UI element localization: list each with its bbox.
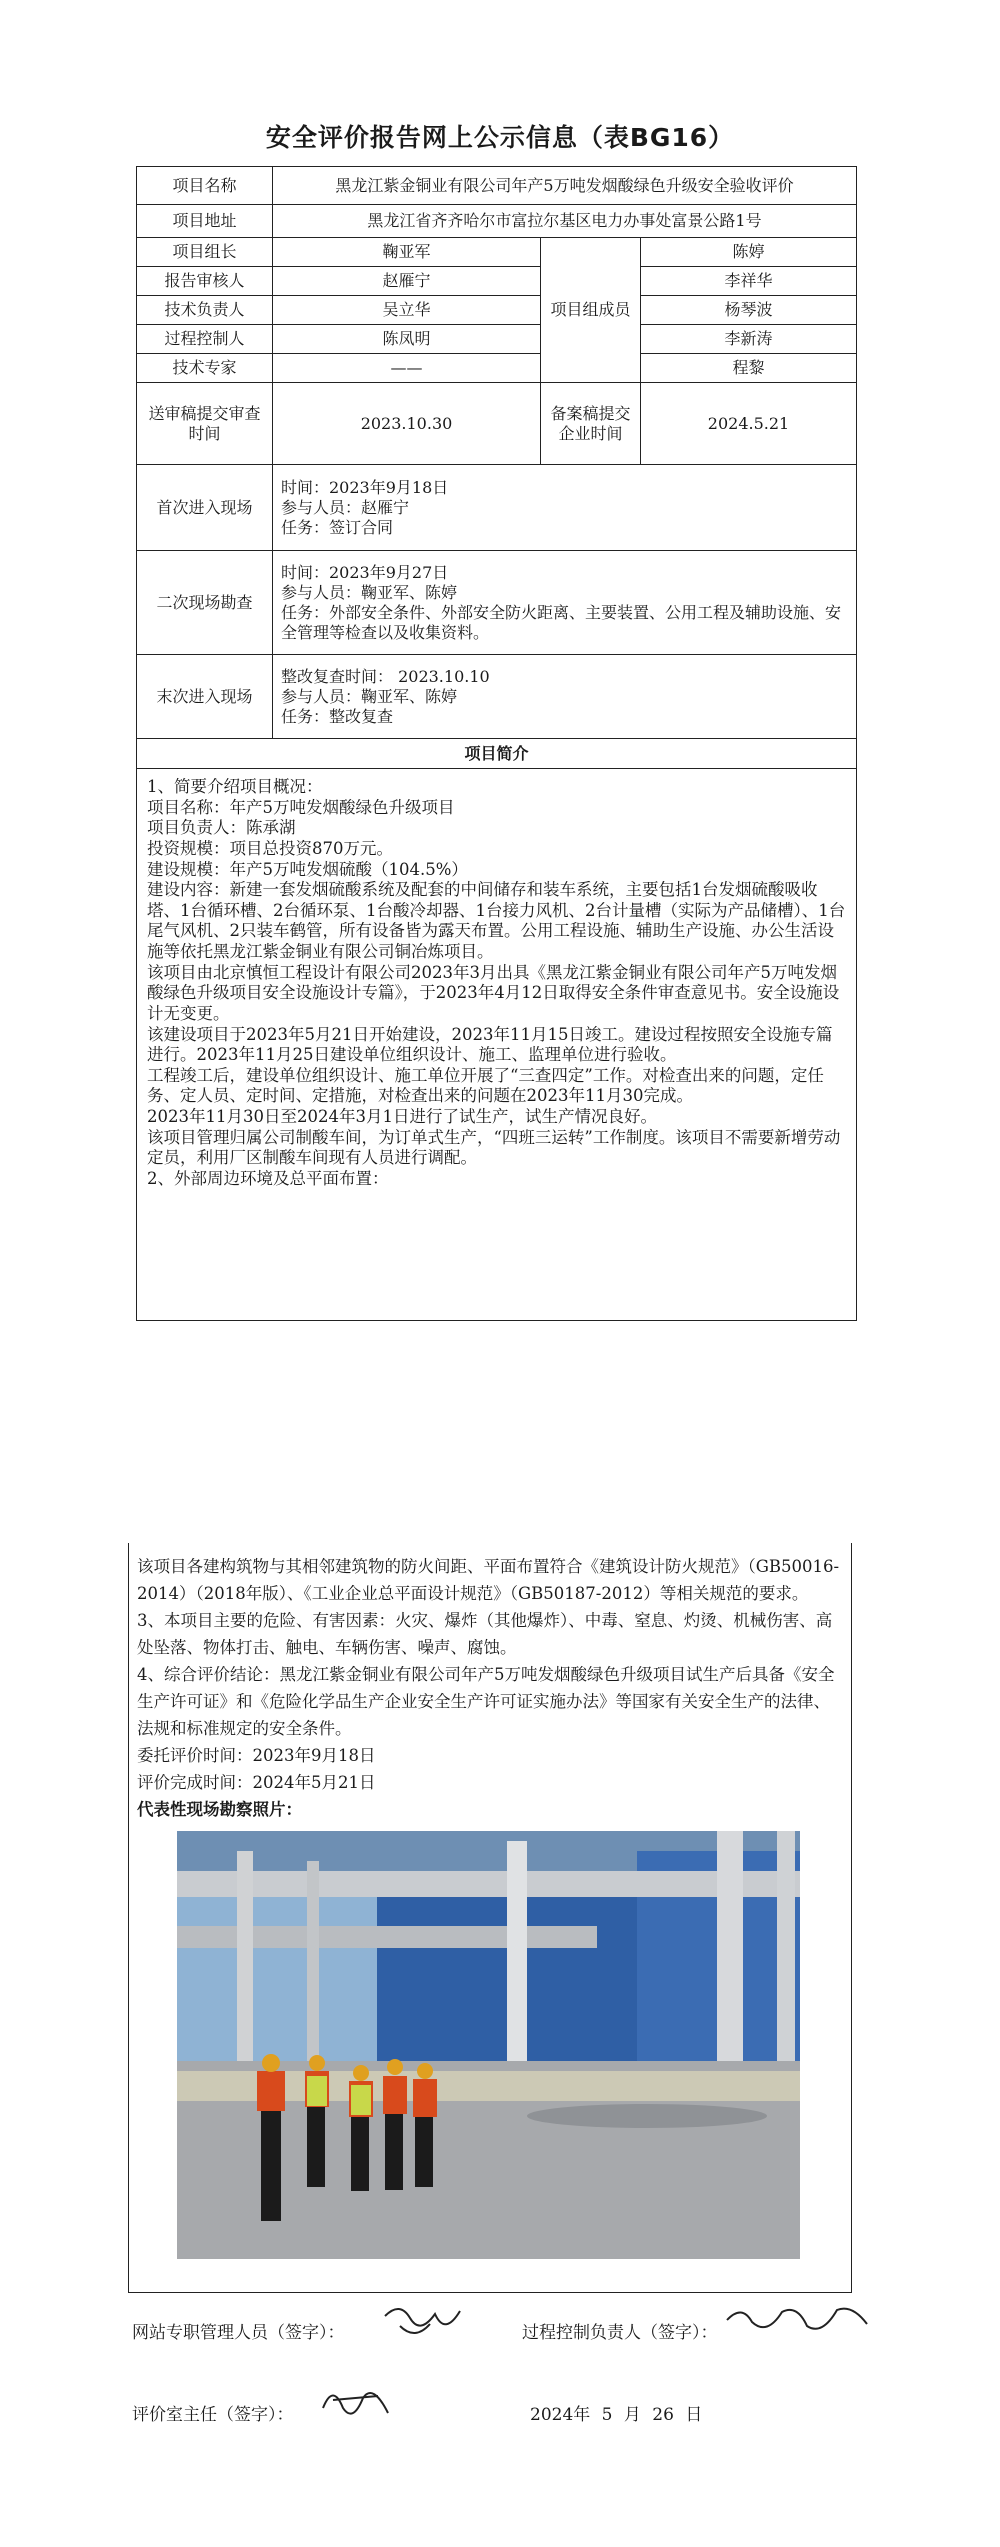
label-team-members: 项目组成员: [541, 238, 641, 383]
intro-line: 项目名称：年产5万吨发烟酸绿色升级项目: [147, 797, 455, 817]
member-2: 李祥华: [641, 267, 857, 296]
label-last-visit: 末次进入现场: [137, 655, 273, 739]
label-team-leader: 项目组长: [137, 238, 273, 267]
value-process-control: 陈凤明: [273, 325, 541, 354]
second-visit-task: 任务：外部安全条件、外部安全防火距离、主要装置、公用工程及辅助设施、安全管理等检查以及收集资料。: [281, 602, 842, 642]
member-3: 杨琴波: [641, 296, 857, 325]
label-tech-lead: 技术负责人: [137, 296, 273, 325]
photo-caption: 代表性现场勘察照片：: [137, 1800, 302, 1819]
page-title: 安全评价报告网上公示信息（表BG16）: [265, 123, 735, 152]
signature-date: 2024年 5 月 26 日: [530, 2405, 703, 2425]
second-visit-time: 时间：2023年9月27日: [281, 562, 449, 582]
member-4: 李新涛: [641, 325, 857, 354]
intro-line: 项目负责人：陈承湖: [147, 818, 296, 838]
member-5: 程黎: [641, 354, 857, 383]
last-visit-task: 任务：整改复查: [281, 706, 394, 726]
continuation-line: 3、本项目主要的危险、有害因素：火灾、爆炸（其他爆炸）、中毒、窒息、灼烫、机械伤害、高处坠落、物体打击、触电、车辆伤害、噪声、腐蚀。: [137, 1611, 833, 1657]
continuation-line: 4、综合评价结论：黑龙江紫金铜业有限公司年产5万吨发烟酸绿色升级项目试生产后具备《安全生产许可证》和《危险化学品生产企业安全生产许可证实施办法》等国家有关安全生产的法律、法规和标准规定的安全条件。: [137, 1665, 835, 1738]
info-table: [136, 166, 857, 1321]
value-project-address: 黑龙江省齐齐哈尔市富拉尔基区电力办事处富景公路1号: [273, 205, 857, 238]
last-visit-details: [273, 655, 857, 739]
site-manager-signature: [380, 2296, 470, 2346]
intro-line: 该建设项目于2023年5月21日开始建设，2023年11月15日竣工。建设过程按照安全设施专篇进行。2023年11月25日建设单位组织设计、施工、监理单位进行验收。: [147, 1024, 833, 1065]
site-manager-signature-label: 网站专职管理人员（签字）：: [132, 2323, 345, 2343]
intro-section: [137, 769, 857, 1321]
last-visit-people: 参与人员：鞠亚军、陈婷: [281, 686, 458, 706]
intro-line: 该项目管理归属公司制酸车间，为订单式生产，“四班三运转”工作制度。该项目不需要新增劳动定员，利用厂区制酸车间现有人员进行调配。: [147, 1127, 841, 1168]
label-project-name: 项目名称: [137, 167, 273, 205]
director-signature-label: 评价室主任（签字）：: [132, 2405, 294, 2425]
value-submit-time: 2023.10.30: [273, 383, 541, 465]
label-submit-time: 送审稿提交审查时间: [137, 383, 273, 465]
intro-line: 建设内容：新建一套发烟硫酸系统及配套的中间储存和装车系统，主要包括1台发烟硫酸吸收塔、1台循环槽、2台循环泵、1台酸冷却器、1台接力风机、2台计量槽（实际为产品储槽）、1台尾气风机、2只装车鹤管，所有设备皆为露天布置。公用工程设施、辅助生产设施、办公生活设施等依托黑龙江紫金铜业有限公司铜冶炼项目。: [147, 880, 846, 961]
label-filing-time: 备案稿提交企业时间: [541, 383, 641, 465]
value-filing-time: 2024.5.21: [641, 383, 857, 465]
label-reviewer: 报告审核人: [137, 267, 273, 296]
intro-header: 项目简介: [137, 739, 857, 769]
label-project-address: 项目地址: [137, 205, 273, 238]
value-team-leader: 鞠亚军: [273, 238, 541, 267]
last-visit-time: 整改复查时间： 2023.10.10: [281, 666, 490, 686]
intro-line: 该项目由北京慎恒工程设计有限公司2023年3月出具《黑龙江紫金铜业有限公司年产5万吨发烟酸绿色升级项目安全设施设计专篇》，于2023年4月12日取得安全条件审查意见书。安全设施设计无变更。: [147, 962, 840, 1023]
label-process-control: 过程控制人: [137, 325, 273, 354]
site-photo-illustration: [177, 1831, 800, 2259]
intro-heading: 2、外部周边环境及总平面布置：: [147, 1168, 389, 1188]
first-visit-time: 时间：2023年9月18日: [281, 477, 449, 497]
director-signature: [318, 2378, 398, 2428]
label-second-visit: 二次现场勘查: [137, 551, 273, 655]
site-survey-photo: [177, 1831, 800, 2259]
first-visit-details: [273, 465, 857, 551]
label-tech-expert: 技术专家: [137, 354, 273, 383]
value-tech-expert: ——: [273, 354, 541, 383]
process-lead-signature-label: 过程控制负责人（签字）：: [522, 2323, 718, 2343]
intro-line: 建设规模：年产5万吨发烟硫酸（104.5%）: [147, 859, 468, 879]
value-tech-lead: 吴立华: [273, 296, 541, 325]
second-visit-details: [273, 551, 857, 655]
second-visit-people: 参与人员：鞠亚军、陈婷: [281, 582, 458, 602]
value-reviewer: 赵雁宁: [273, 267, 541, 296]
intro-line: 投资规模：项目总投资870万元。: [147, 838, 393, 858]
first-visit-people: 参与人员：赵雁宁: [281, 497, 410, 517]
continuation-section: [128, 1543, 852, 2293]
member-1: 陈婷: [641, 238, 857, 267]
completion-time: 评价完成时间：2024年5月21日: [137, 1773, 376, 1792]
continuation-line: 该项目各建构筑物与其相邻建筑物的防火间距、平面布置符合《建筑设计防火规范》（GB50016-2014）（2018年版）、《工业企业总平面设计规范》（GB50187-2012）等相关规范的要求。: [137, 1557, 840, 1603]
intro-line: 2023年11月30日至2024年3月1日进行了试生产，试生产情况良好。: [147, 1107, 657, 1126]
intro-heading: 1、简要介绍项目概况：: [147, 777, 323, 796]
label-first-visit: 首次进入现场: [137, 465, 273, 551]
process-lead-signature: [722, 2302, 872, 2338]
intro-line: 工程竣工后，建设单位组织设计、施工单位开展了“三查四定”工作。对检查出来的问题，定任务、定人员、定时间、定措施，对检查出来的问题在2023年11月30完成。: [147, 1065, 824, 1106]
first-visit-task: 任务：签订合同: [281, 517, 394, 537]
value-project-name: 黑龙江紫金铜业有限公司年产5万吨发烟酸绿色升级安全验收评价: [273, 167, 857, 205]
commission-time: 委托评价时间：2023年9月18日: [137, 1746, 376, 1765]
